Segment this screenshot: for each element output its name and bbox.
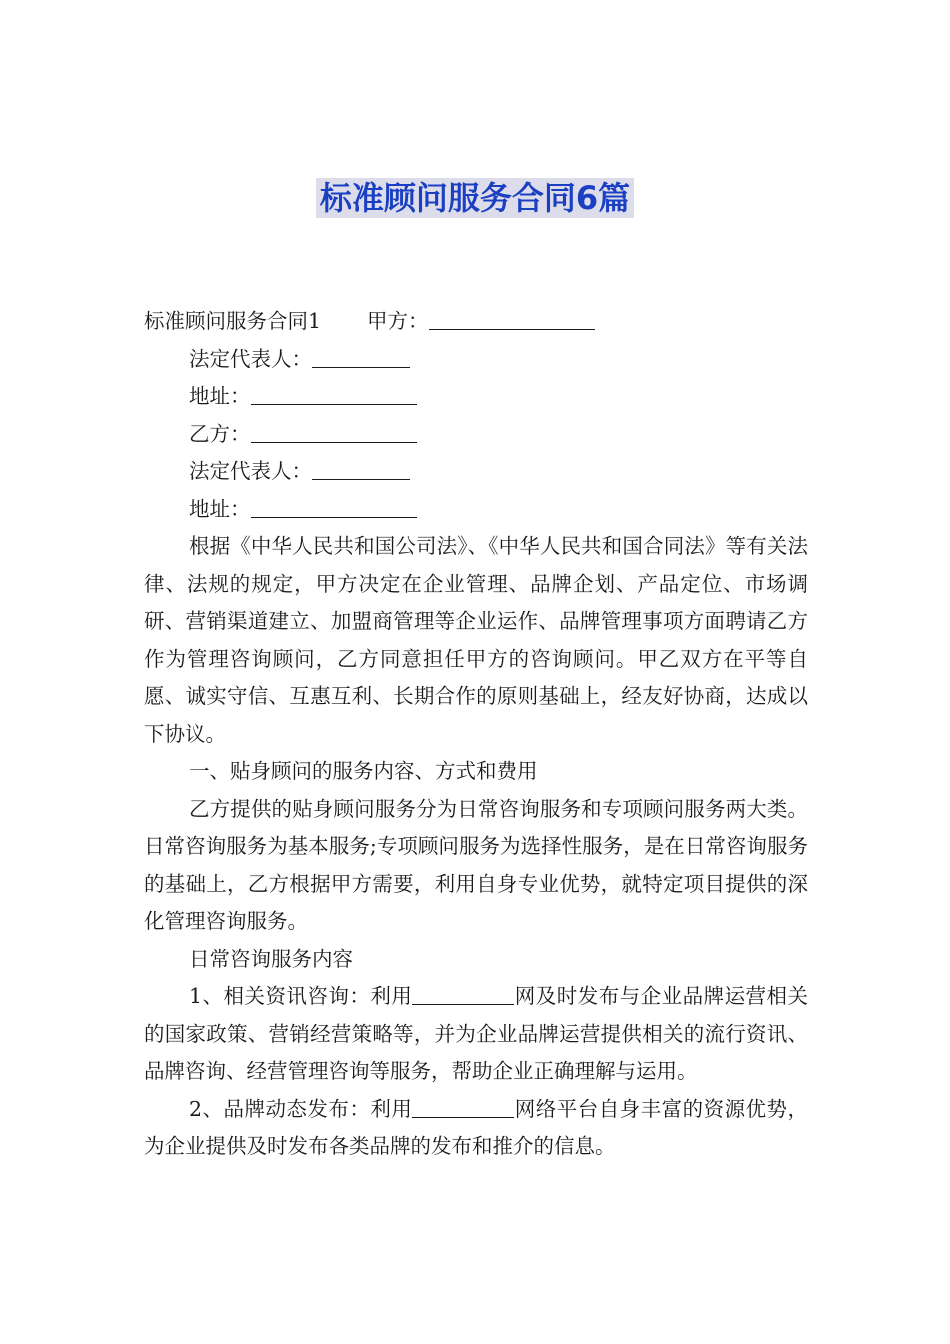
paragraph-2 bbox=[144, 791, 808, 941]
address-line bbox=[144, 378, 808, 416]
paragraph-2-text: 乙方提供的贴身顾问服务分为日常咨询服务和专项顾问服务两大类。日常咨询服务为基本服务;专项顾问服务为选择性服务，是在日常咨询服务的基础上，乙方根据甲方需要，利用自身专业优势，就特定项目提供的深化管理咨询服务。 bbox=[144, 796, 808, 933]
item-1-blank bbox=[412, 982, 514, 1005]
party-a-label: 甲方： bbox=[367, 309, 429, 333]
legal-rep-blank-2 bbox=[312, 457, 410, 480]
address-line-2 bbox=[144, 491, 808, 529]
item-1-rest: 网及时发布与企业品牌运营相关的国家政策、营销经营策略等，并为企业品牌运营提供相关的流行资讯、品牌咨询、经营管理咨询等服务，帮助企业正确理解与运用。 bbox=[144, 984, 809, 1083]
legal-rep-line-2 bbox=[144, 453, 808, 491]
legal-rep-label: 法定代表人： bbox=[189, 346, 312, 371]
document-title: 标准顾问服务合同6篇 bbox=[316, 178, 634, 218]
party-b-line bbox=[144, 416, 808, 454]
item-1 bbox=[144, 978, 808, 1091]
item-2-blank bbox=[412, 1095, 514, 1118]
legal-rep-blank bbox=[312, 345, 410, 368]
paragraph-1 bbox=[144, 528, 808, 753]
heading-2 bbox=[144, 941, 808, 979]
party-b-blank bbox=[251, 420, 417, 443]
legal-rep-label-2: 法定代表人： bbox=[189, 459, 312, 483]
address-label: 地址： bbox=[189, 384, 251, 408]
item-1-prefix: 1、相关资讯咨询：利用 bbox=[189, 984, 413, 1008]
section-label: 标准顾问服务合同1 bbox=[144, 309, 322, 333]
heading-1 bbox=[144, 753, 808, 791]
document-body bbox=[144, 303, 808, 1166]
item-2 bbox=[144, 1091, 808, 1166]
party-a-blank bbox=[429, 307, 595, 330]
item-2-rest: 网络平台自身丰富的资源优势，为企业提供及时发布各类品牌的发布和推介的信息。 bbox=[144, 1096, 809, 1158]
item-2-prefix: 2、品牌动态发布：利用 bbox=[189, 1096, 413, 1121]
address-blank-2 bbox=[251, 495, 417, 518]
header-line bbox=[144, 303, 808, 341]
heading-2-text: 日常咨询服务内容 bbox=[189, 946, 353, 971]
document-title-wrap bbox=[0, 178, 950, 218]
party-b-label: 乙方： bbox=[189, 421, 251, 446]
address-blank bbox=[251, 382, 417, 405]
address-label-2: 地址： bbox=[189, 496, 251, 521]
paragraph-1-text: 根据《中华人民共和国公司法》、《中华人民共和国合同法》等有关法律、法规的规定，甲方决定在企业管理、品牌企划、产品定位、市场调研、营销渠道建立、加盟商管理等企业运作、品牌管理事项方面聘请乙方作为管理咨询顾问，乙方同意担任甲方的咨询顾问。甲乙双方在平等自愿、诚实守信、互惠互利、长期合作的原则基础上，经友好协商，达成以下协议。 bbox=[144, 534, 808, 746]
heading-1-text: 一、贴身顾问的服务内容、方式和费用 bbox=[189, 759, 538, 783]
legal-rep-line bbox=[144, 341, 808, 379]
